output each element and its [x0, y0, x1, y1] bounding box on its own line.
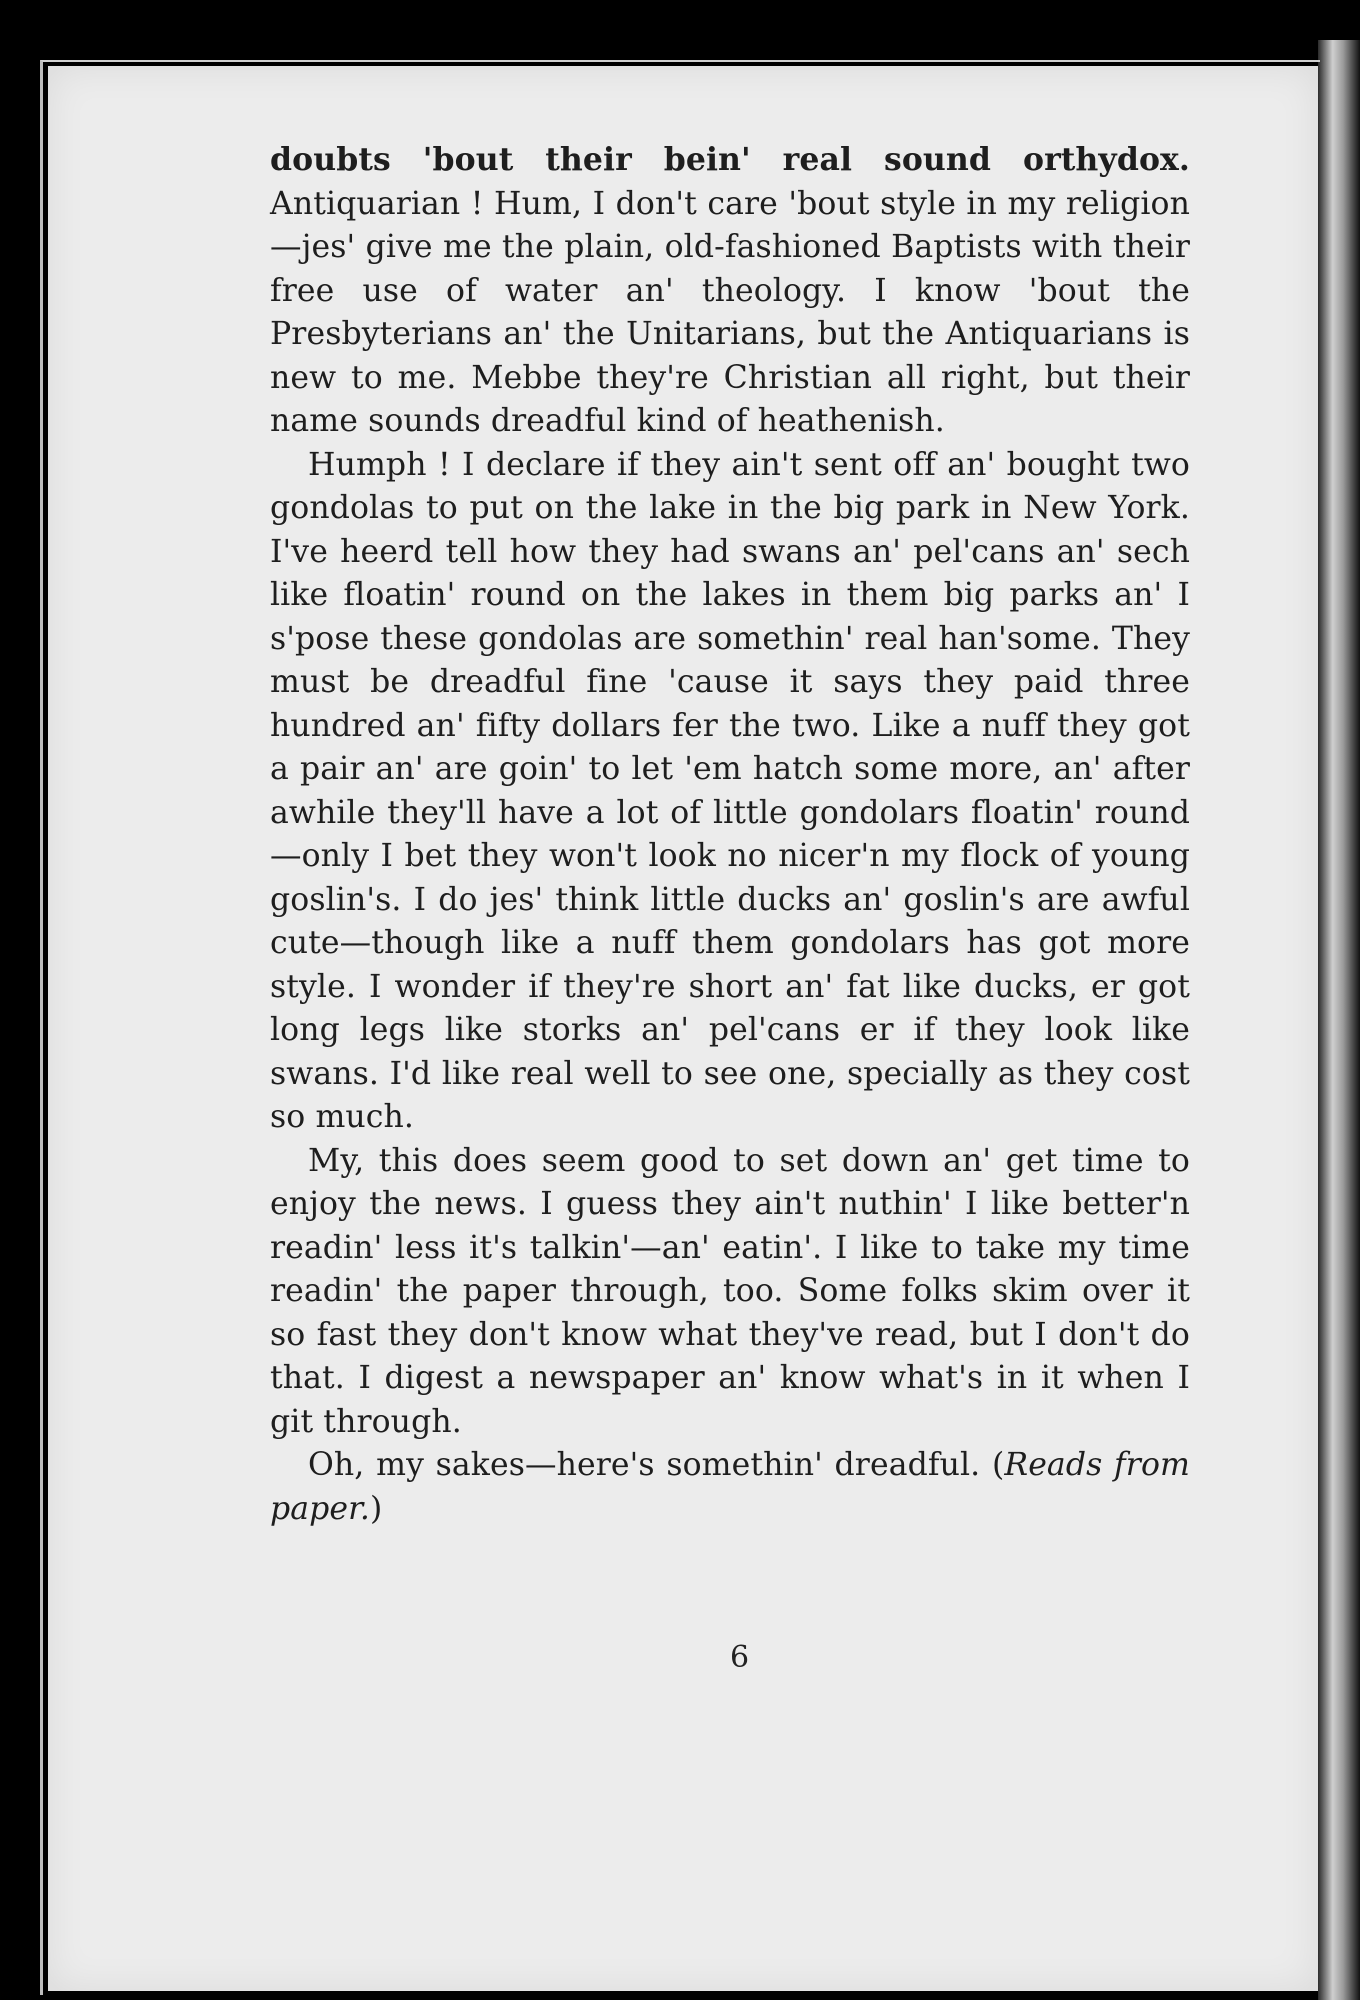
page-number: 6 — [730, 1640, 750, 1675]
stage-direction: Reads from paper. — [270, 1447, 1190, 1527]
book-spine-edge — [1318, 40, 1360, 2000]
paragraph-1 — [270, 138, 1190, 444]
body-text — [270, 138, 1190, 1531]
paragraph-3: My, this does seem good to set down an' get time to enjoy the news. I guess they ain't nuthin' I like better'n readin' less it's talkin'—an' eatin'. I like to take my time readin' the paper through, too. Some folks skim over it so fast they don't know what they've read, but I don't do that. I digest a newspaper an' know what's in it when I git through. — [270, 1142, 1190, 1440]
paragraph-1-lead: doubts 'bout their bein' real sound orthydox. — [270, 141, 1190, 178]
paragraph-2: Humph ! I declare if they ain't sent off an' bought two gondolas to put on the lake in the big park in New York. I've heerd tell how they had swans an' pel'cans an' sech like floatin' round on the lakes in them big parks an' I s'pose these gondolas are somethin' real han'some. They must be dreadful fine 'cause it says they paid three hundred an' fifty dollars fer the two. Like a nuff they got a pair an' are goin' to let 'em hatch some more, an' after awhile they'll have a lot of little gondolars floatin' round—only I bet they won't look no nicer'n my flock of young goslin's. I do jes' think little ducks an' goslin's are awful cute—though like a nuff them gondolars has got more style. I wonder if they're short an' fat like ducks, er got long legs like storks an' pel'cans er if they look like swans. I'd like real well to see one, specially as they cost so much. — [270, 446, 1190, 1135]
paragraph-1-text: Antiquarian ! Hum, I don't care 'bout style in my religion—jes' give me the plain, old-fashioned Baptists with their free use of water an' theology. I know 'bout the Presbyterians an' the Unitarians, but the Antiquarians is new to me. Mebbe they're Christian all right, but their name sounds dreadful kind of heathenish. — [270, 185, 1190, 439]
paragraph-4 — [270, 1444, 1190, 1531]
stage-direction-close: ) — [369, 1490, 383, 1527]
paragraph-4-text: Oh, my sakes—here's somethin' dreadful. ( — [308, 1447, 1005, 1483]
